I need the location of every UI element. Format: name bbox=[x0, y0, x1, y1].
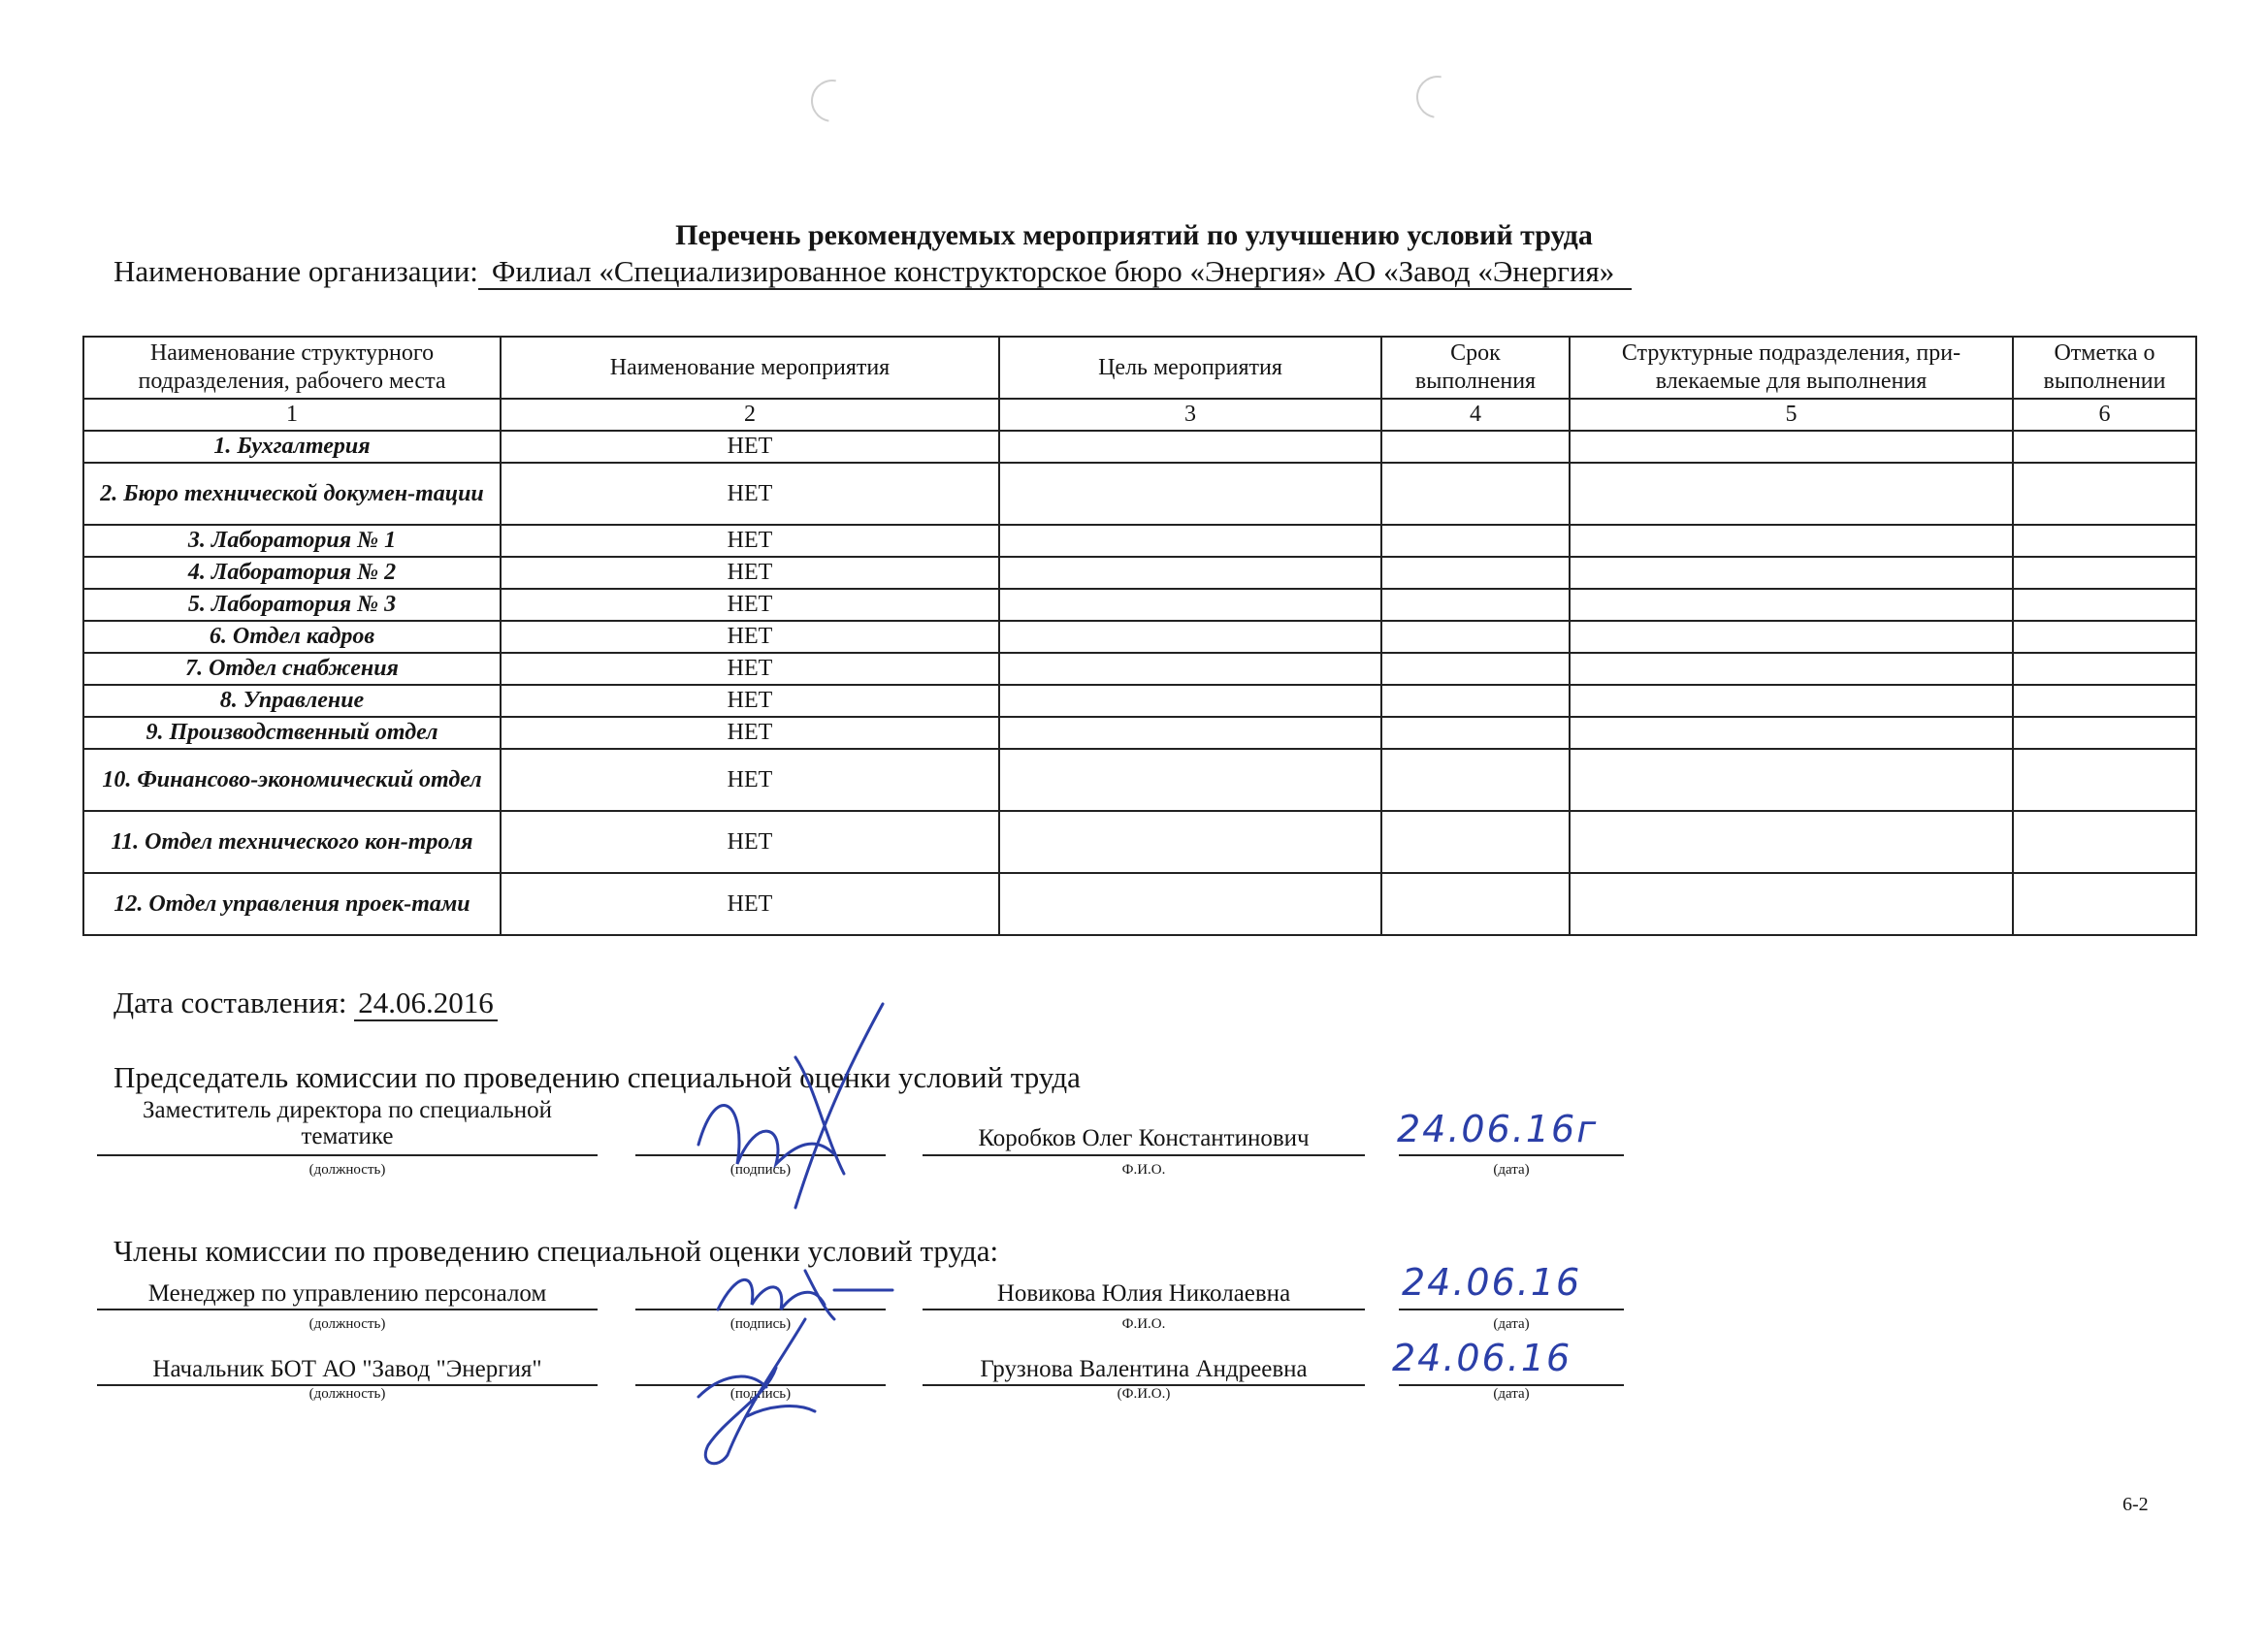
fio-caption: (Ф.И.О.) bbox=[1117, 1386, 1171, 1402]
empty-cell bbox=[1381, 589, 1570, 621]
empty-cell bbox=[999, 525, 1381, 557]
member-signature bbox=[660, 1310, 854, 1474]
signature-caption: (подпись) bbox=[729, 1162, 792, 1178]
empty-cell bbox=[1381, 749, 1570, 811]
empty-cell bbox=[999, 811, 1381, 873]
table-row bbox=[83, 431, 2196, 463]
department-cell: 3. Лаборатория № 1 bbox=[83, 525, 501, 557]
empty-cell bbox=[1381, 717, 1570, 749]
department-cell: 4. Лаборатория № 2 bbox=[83, 557, 501, 589]
measures-table bbox=[82, 336, 2197, 936]
measure-cell: НЕТ bbox=[501, 431, 999, 463]
column-number: 6 bbox=[2013, 399, 2196, 431]
date-caption: (дата) bbox=[1493, 1162, 1530, 1178]
header-involved-units: Структурные подразделения, при-влекаемые для выполнения bbox=[1570, 337, 2013, 399]
punch-mark-right bbox=[1408, 67, 1467, 126]
table-row bbox=[83, 873, 2196, 935]
chairman-name: Коробков Олег Константинович bbox=[978, 1125, 1310, 1151]
empty-cell bbox=[2013, 589, 2196, 621]
column-number: 2 bbox=[501, 399, 999, 431]
column-number: 3 bbox=[999, 399, 1381, 431]
member-position-line bbox=[97, 1309, 598, 1310]
empty-cell bbox=[2013, 621, 2196, 653]
compiled-date-value: 24.06.2016 bbox=[354, 986, 498, 1021]
measure-cell: НЕТ bbox=[501, 873, 999, 935]
empty-cell bbox=[1381, 811, 1570, 873]
empty-cell bbox=[999, 749, 1381, 811]
empty-cell bbox=[1381, 653, 1570, 685]
measure-cell: НЕТ bbox=[501, 525, 999, 557]
compiled-date-line bbox=[113, 986, 498, 1020]
department-cell: 1. Бухгалтерия bbox=[83, 431, 501, 463]
chairman-position: Заместитель директора по специальной тематике bbox=[142, 1097, 553, 1149]
empty-cell bbox=[1570, 431, 2013, 463]
empty-cell bbox=[2013, 873, 2196, 935]
empty-cell bbox=[2013, 653, 2196, 685]
empty-cell bbox=[1570, 463, 2013, 525]
empty-cell bbox=[1381, 431, 1570, 463]
measure-cell: НЕТ bbox=[501, 589, 999, 621]
measure-cell: НЕТ bbox=[501, 463, 999, 525]
chairman-position-line bbox=[97, 1154, 598, 1156]
measure-cell: НЕТ bbox=[501, 685, 999, 717]
measure-cell: НЕТ bbox=[501, 621, 999, 653]
column-number: 1 bbox=[83, 399, 501, 431]
member-handwritten-date: 24.06.16 bbox=[1402, 1261, 1582, 1304]
chairman-date-line bbox=[1399, 1154, 1624, 1156]
empty-cell bbox=[1381, 525, 1570, 557]
empty-cell bbox=[2013, 557, 2196, 589]
table-row bbox=[83, 463, 2196, 525]
header-department: Наименование структурного подразделения, рабочего места bbox=[83, 337, 501, 399]
member-date-line bbox=[1399, 1309, 1624, 1310]
empty-cell bbox=[2013, 685, 2196, 717]
department-cell: 2. Бюро технической докумен-тации bbox=[83, 463, 501, 525]
department-cell: 7. Отдел снабжения bbox=[83, 653, 501, 685]
table-row bbox=[83, 653, 2196, 685]
chairman-signature bbox=[679, 999, 912, 1222]
member-name: Грузнова Валентина Андреевна bbox=[980, 1356, 1308, 1382]
empty-cell bbox=[1381, 463, 1570, 525]
table-row bbox=[83, 717, 2196, 749]
measure-cell: НЕТ bbox=[501, 653, 999, 685]
date-caption: (дата) bbox=[1493, 1386, 1530, 1402]
empty-cell bbox=[999, 557, 1381, 589]
empty-cell bbox=[2013, 811, 2196, 873]
empty-cell bbox=[2013, 525, 2196, 557]
member-position: Начальник БОТ АО "Завод "Энергия" bbox=[152, 1356, 542, 1382]
document-title: Перечень рекомендуемых мероприятий по улучшению условий труда bbox=[675, 219, 1593, 251]
empty-cell bbox=[1381, 621, 1570, 653]
table-row bbox=[83, 685, 2196, 717]
fio-caption: Ф.И.О. bbox=[1121, 1162, 1166, 1178]
organization-line bbox=[113, 254, 1632, 289]
header-measure: Наименование мероприятия bbox=[501, 337, 999, 399]
empty-cell bbox=[999, 431, 1381, 463]
department-cell: 9. Производственный отдел bbox=[83, 717, 501, 749]
empty-cell bbox=[1570, 557, 2013, 589]
empty-cell bbox=[1381, 685, 1570, 717]
empty-cell bbox=[1570, 685, 2013, 717]
department-cell: 12. Отдел управления проек-тами bbox=[83, 873, 501, 935]
empty-cell bbox=[999, 463, 1381, 525]
chairman-name-line bbox=[923, 1154, 1365, 1156]
empty-cell bbox=[1570, 589, 2013, 621]
organization-label: Наименование организации: bbox=[113, 254, 478, 288]
empty-cell bbox=[999, 653, 1381, 685]
position-caption: (должность) bbox=[308, 1386, 386, 1402]
table-row bbox=[83, 589, 2196, 621]
department-cell: 11. Отдел технического кон-троля bbox=[83, 811, 501, 873]
empty-cell bbox=[1570, 873, 2013, 935]
empty-cell bbox=[1570, 525, 2013, 557]
compiled-date-label: Дата составления: bbox=[113, 986, 347, 1019]
chairman-handwritten-date: 24.06.16г bbox=[1397, 1108, 1599, 1150]
department-cell: 5. Лаборатория № 3 bbox=[83, 589, 501, 621]
page-number: 6-2 bbox=[2122, 1494, 2149, 1515]
department-cell: 10. Финансово-экономический отдел bbox=[83, 749, 501, 811]
fio-caption: Ф.И.О. bbox=[1121, 1316, 1166, 1332]
position-caption: (должность) bbox=[308, 1162, 386, 1178]
empty-cell bbox=[999, 717, 1381, 749]
column-number: 5 bbox=[1570, 399, 2013, 431]
measure-cell: НЕТ bbox=[501, 557, 999, 589]
punch-mark-left bbox=[802, 71, 861, 130]
member-position: Менеджер по управлению персоналом bbox=[147, 1280, 547, 1307]
empty-cell bbox=[999, 873, 1381, 935]
header-goal: Цель мероприятия bbox=[999, 337, 1381, 399]
signature-caption: (подпись) bbox=[729, 1316, 792, 1332]
table-row bbox=[83, 749, 2196, 811]
chairman-heading: Председатель комиссии по проведению специальной оценки условий труда bbox=[113, 1060, 1081, 1094]
department-cell: 8. Управление bbox=[83, 685, 501, 717]
table-row bbox=[83, 621, 2196, 653]
table-row bbox=[83, 811, 2196, 873]
empty-cell bbox=[2013, 463, 2196, 525]
header-deadline: Срок выполнения bbox=[1381, 337, 1570, 399]
organization-name: Филиал «Специализированное конструкторское бюро «Энергия» АО «Завод «Энергия» bbox=[478, 254, 1632, 290]
measure-cell: НЕТ bbox=[501, 811, 999, 873]
measure-cell: НЕТ bbox=[501, 717, 999, 749]
member-handwritten-date: 24.06.16 bbox=[1392, 1337, 1572, 1379]
table-row bbox=[83, 557, 2196, 589]
empty-cell bbox=[2013, 431, 2196, 463]
position-caption: (должность) bbox=[308, 1316, 386, 1332]
empty-cell bbox=[999, 621, 1381, 653]
member-name-line bbox=[923, 1309, 1365, 1310]
table-row bbox=[83, 525, 2196, 557]
column-number: 4 bbox=[1381, 399, 1570, 431]
member-name: Новикова Юлия Николаевна bbox=[996, 1280, 1291, 1307]
members-heading: Члены комиссии по проведению специальной оценки условий труда: bbox=[113, 1234, 999, 1268]
empty-cell bbox=[1570, 653, 2013, 685]
date-caption: (дата) bbox=[1493, 1316, 1530, 1332]
empty-cell bbox=[1570, 749, 2013, 811]
empty-cell bbox=[1570, 621, 2013, 653]
header-completion-mark: Отметка о выполнении bbox=[2013, 337, 2196, 399]
measure-cell: НЕТ bbox=[501, 749, 999, 811]
department-cell: 6. Отдел кадров bbox=[83, 621, 501, 653]
empty-cell bbox=[2013, 717, 2196, 749]
empty-cell bbox=[1381, 557, 1570, 589]
empty-cell bbox=[1570, 717, 2013, 749]
empty-cell bbox=[2013, 749, 2196, 811]
column-number-row bbox=[83, 399, 2196, 431]
signature-caption: (подпись) bbox=[729, 1386, 792, 1402]
empty-cell bbox=[1570, 811, 2013, 873]
empty-cell bbox=[1381, 873, 1570, 935]
empty-cell bbox=[999, 685, 1381, 717]
empty-cell bbox=[999, 589, 1381, 621]
table-header-row bbox=[83, 337, 2196, 399]
